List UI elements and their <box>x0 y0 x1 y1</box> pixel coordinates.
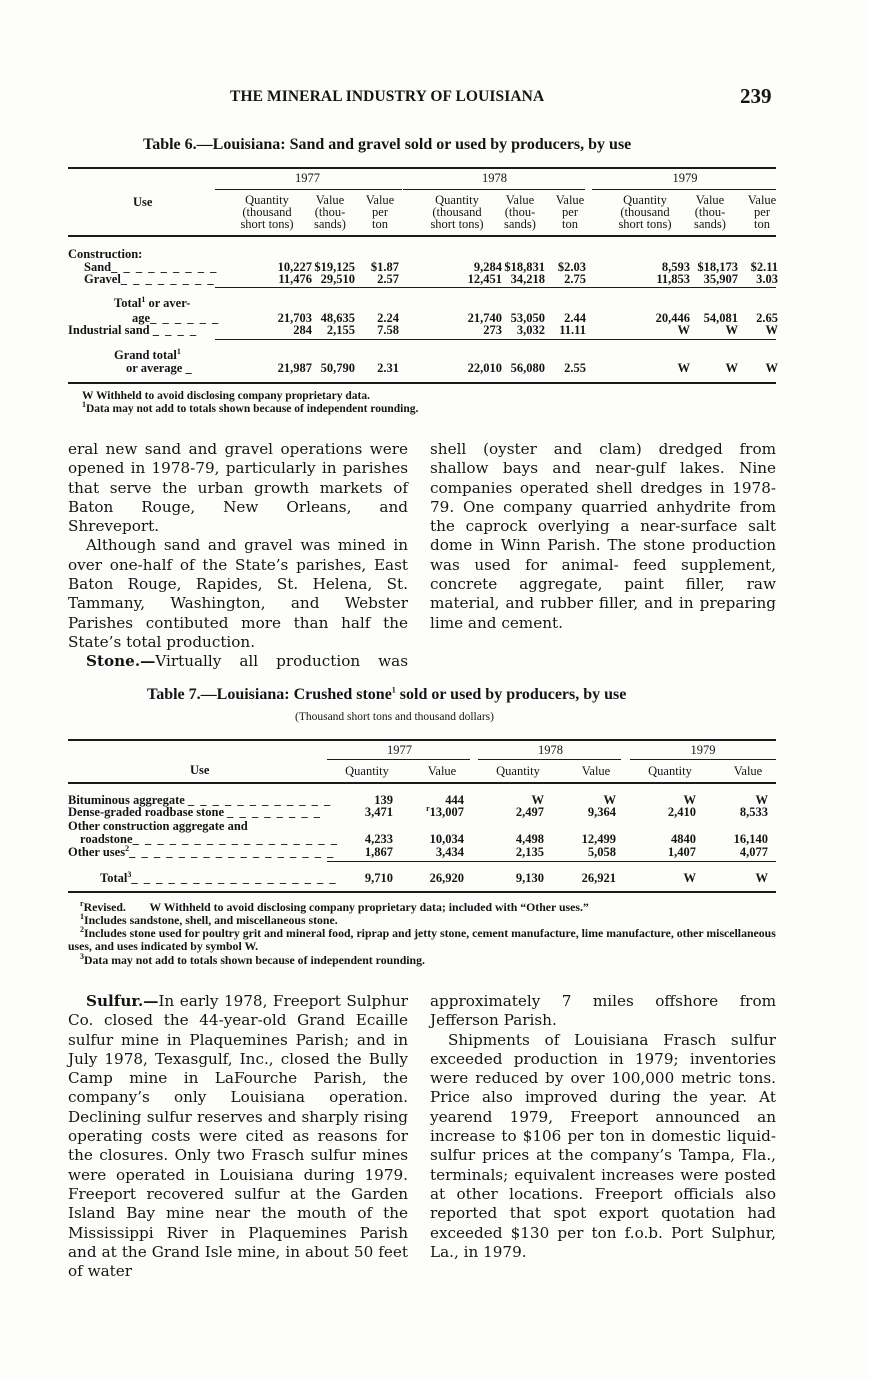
table7-footnote: $^r$Revised. W Withheld to avoid disclosing company proprietary data; included with “Other uses.” <box>80 899 589 914</box>
table6-year-1979: 1979 <box>672 171 698 185</box>
section-heading-stone: Stone.— <box>86 652 156 671</box>
col-header-value: Value (thou- sands) <box>694 193 726 231</box>
table7-footnote: $^1$Includes sandstone, shell, and miscellaneous stone. <box>80 912 338 927</box>
row-label: Grand total <box>114 348 177 362</box>
table6-footnote: W Withheld to avoid disclosing company proprietary data. <box>82 390 370 402</box>
table-cell: 2.57 <box>377 272 399 286</box>
table7-use-header: Use <box>190 763 210 777</box>
table7-year-1977: 1977 <box>387 743 412 757</box>
row-label: Bituminous aggregate <box>68 793 185 807</box>
table-cell: 2.65 <box>756 311 778 325</box>
leader-dots: _ <box>185 361 192 375</box>
table-cell: W <box>765 323 778 337</box>
table-cell: 7.58 <box>377 323 399 337</box>
row-label: Other uses <box>68 845 126 859</box>
table-cell: $18,831 <box>504 260 545 274</box>
table-cell: 1,407 <box>667 845 696 859</box>
table-cell: W <box>755 871 768 885</box>
table-cell: 2.75 <box>564 272 586 286</box>
row-label: Other construction aggregate and <box>68 819 248 833</box>
table-cell: 284 <box>293 323 312 337</box>
paragraph: Shipments of Louisiana Frasch sulfur exceeded production in 1979; inventories were reduced by over 100,000 metric tons. Price also improved during the year. At yearend 1979, Freeport announced an increase to $106 per ton in domestic liquid-sulfur prices at the company’s Tampa, Fla., terminals; equivalent increases were posted at other locations. Freeport officials also reported that spot export quotation had exceeded $130 per ton f.o.b. Port Sulphur, La., in 1979. <box>430 1030 776 1261</box>
table-cell: 2.31 <box>377 361 399 375</box>
table-cell: $19,125 <box>314 260 355 274</box>
subtotal-rule <box>327 861 776 862</box>
table7-footnote: $^2$Includes stone used for poultry grit and mineral food, riprap and jetty stone, cement manufacture, lime manufacture, other miscellaneous uses, and uses indicated by symbol W. <box>68 925 776 953</box>
table6: Use 1977 1978 1979 Quantity (thousand short tons) Value (thou- sands) Value per ton Quantity (thousand short tons) Value (thou- sands) Value per ton Quantity (thousand short tons) Value (thou- sands) Value per ton Construction: Sand_ _ _ _ _ _ _ _ _ 10,227 $19,125 $1.87 9,284 $18,831 $2.03 8,593 $18,173 $2.11 Gravel_ _ _ _ _ _ _ _ 11,476 29,510 2.57 12,451 34,218 2.75 11,853 35,907 3.03 Total$^1$ or aver- age_ _ _ _ _ _ 21,703 48,635 2.24 21,740 53,050 2.44 20,446 54,081 2.65 Industrial sand _ _ _ _ 284 2,155 7.58 273 3,032 11.11 W W W Grand total$^1$ or average _ 21,987 50,790 2.31 22,010 56,080 2.55 W W W W Withheld to avoid disclosing company proprietary data. $^1$Data may not add to totals shown because of independent rounding. <box>0 0 870 420</box>
year-rule <box>327 759 470 760</box>
revised-mark: r <box>426 803 430 813</box>
leader-dots: _ _ _ _ _ _ _ _ _ _ _ _ _ _ _ _ _ <box>132 832 339 846</box>
table-cell: 48,635 <box>320 311 355 325</box>
table-cell: 3,032 <box>516 323 545 337</box>
table7-footnote: $^3$Data may not add to totals shown because of independent rounding. <box>80 952 425 967</box>
col-header-quantity: Quantity (thousand short tons) <box>240 193 294 231</box>
table-cell: 29,510 <box>320 272 355 286</box>
page-number: 239 <box>740 84 772 108</box>
section-heading-sulfur: Sulfur.— <box>86 992 159 1010</box>
table-cell: 3,434 <box>435 845 464 859</box>
row-label: roadstone <box>80 832 133 846</box>
table-cell: 34,218 <box>510 272 545 286</box>
table-cell: 53,050 <box>510 311 545 325</box>
table-cell: 273 <box>483 323 502 337</box>
header-bottom-rule <box>68 782 776 784</box>
table-cell: 2.55 <box>564 361 586 375</box>
col-header-quantity: Quantity <box>648 764 692 778</box>
table-cell: 10,034 <box>429 832 464 846</box>
table-cell: 4,233 <box>364 832 393 846</box>
table-cell: 35,907 <box>703 272 738 286</box>
table-cell: 10,227 <box>277 260 312 274</box>
table-cell: 26,921 <box>581 871 616 885</box>
table6-title: Table 6.—Louisiana: Sand and gravel sold or used by producers, by use <box>143 136 632 153</box>
table-cell: 54,081 <box>703 311 738 325</box>
table-cell: 12,451 <box>467 272 502 286</box>
row-label: or average <box>126 361 183 375</box>
table-cell: 22,010 <box>467 361 502 375</box>
table-cell: W <box>755 793 768 807</box>
table-cell: 9,284 <box>473 260 502 274</box>
paragraph: eral new sand and gravel operations were opened in 1978-79, particularly in parishes that serve the urban growth markets of Baton Rouge, New Orleans, and Shreveport. <box>68 440 408 536</box>
leader-dots: _ _ _ _ _ _ _ _ _ <box>111 260 218 274</box>
leader-dots: _ _ _ _ _ _ _ _ <box>120 272 216 286</box>
table-cell: 11,853 <box>656 272 690 286</box>
table-cell: 11.11 <box>559 323 586 337</box>
table-cell: 26,920 <box>429 871 464 885</box>
running-title: THE MINERAL INDUSTRY OF LOUISIANA <box>230 88 545 105</box>
table-cell: 11,476 <box>278 272 312 286</box>
table-cell: W <box>603 793 616 807</box>
table-cell: W <box>677 361 690 375</box>
col-header-per-ton: Value per ton <box>747 193 777 231</box>
table6-year-1977: 1977 <box>295 171 320 185</box>
table-cell: W <box>683 871 696 885</box>
table-cell: 2,410 <box>667 805 696 819</box>
row-label: Industrial sand <box>68 323 150 337</box>
year-rule <box>630 759 776 760</box>
text-column-right-2 <box>430 992 776 1262</box>
paragraph: shell (oyster and clam) dredged from shallow bays and near-gulf lakes. Nine companies operated shell dredges in 1978-79. One company quarried anhydrite from the caprock overlying a near-surface salt dome in Winn Parish. The stone production was used for animal- feed supplement, concrete aggregate, paint filler, raw material, and rubber filler, and in preparing lime and cement. <box>430 440 776 632</box>
table-cell: W <box>683 793 696 807</box>
section-label-construction: Construction: <box>68 247 143 261</box>
row-label: Dense-graded roadbase stone <box>68 805 225 819</box>
paragraph: Stone.—Virtually all production was <box>86 652 408 671</box>
table-cell: 2,155 <box>326 323 355 337</box>
table-cell: 56,080 <box>510 361 545 375</box>
col-header-quantity: Quantity (thousand short tons) <box>430 193 484 231</box>
leader-dots: _ _ _ _ _ _ _ _ _ _ _ _ _ _ _ _ _ <box>131 871 338 885</box>
col-header-quantity: Quantity <box>496 764 540 778</box>
table6-use-header: Use <box>133 195 153 209</box>
table7-year-1978: 1978 <box>538 743 563 757</box>
table-cell: 16,140 <box>733 832 768 846</box>
col-header-quantity: Quantity <box>345 764 389 778</box>
leader-dots: _ _ _ _ _ _ <box>150 311 220 325</box>
table-cell: W <box>531 793 544 807</box>
table-cell: $18,173 <box>697 260 738 274</box>
table-cell: $2.03 <box>557 260 586 274</box>
table-cell: W <box>725 361 738 375</box>
table-cell: $2.11 <box>750 260 778 274</box>
leader-dots: _ _ _ _ _ _ _ _ <box>227 805 322 819</box>
leader-dots: _ _ _ _ <box>152 323 198 337</box>
table-cell: 2,135 <box>515 845 544 859</box>
table7-subtitle: (Thousand short tons and thousand dollars) <box>295 711 494 723</box>
table-cell: 50,790 <box>320 361 355 375</box>
text-column-left-2 <box>68 992 408 1281</box>
col-header-quantity: Quantity (thousand short tons) <box>618 193 672 231</box>
table-cell: 139 <box>374 793 393 807</box>
table6-year-1978: 1978 <box>482 171 507 185</box>
col-header-value: Value <box>733 764 763 778</box>
table-cell: 3.03 <box>756 272 778 286</box>
paragraph: approximately 7 miles offshore from Jefferson Parish. <box>430 992 776 1030</box>
table-cell: 9,364 <box>587 805 616 819</box>
row-label: Total <box>114 296 142 310</box>
table7-top-rule <box>68 739 776 741</box>
table-cell: 5,058 <box>587 845 616 859</box>
col-header-per-ton: Value per ton <box>555 193 585 231</box>
table7-year-1979: 1979 <box>690 743 716 757</box>
paragraph: Although sand and gravel was mined in over one-half of the State’s parishes, East Baton Rouge, Rapides, St. Helena, St. Tammany, Washington, and Webster Parishes contibuted more than half the State’s total production. <box>68 536 408 651</box>
table-cell: 4,498 <box>515 832 544 846</box>
col-header-value: Value <box>427 764 457 778</box>
table7: Use 1977 1978 1979 Quantity Value Quantity Value Quantity Value Bituminous aggregate _ _ _ _ _ _ _ _ _ _ _ _ 139 444 W W W W Dense-graded roadbase stone _ _ _ _ _ _ _ _ 3,471 $^r$13,007 2,497 9,364 2,410 8,533 Other construction aggregate and roadstone_ _ _ _ _ _ _ _ _ _ _ _ _ _ _ _ _ 4,233 10,034 4,498 12,499 4840 16,140 Other uses$^2$_ _ _ _ _ _ _ _ _ _ _ _ _ _ _ _ _ 1,867 3,434 2,135 5,058 1,407 4,077 Total$^3$_ _ _ _ _ _ _ _ _ _ _ _ _ _ _ _ _ 9,710 26,920 9,130 26,921 W W $^r$Revised. W Withheld to avoid disclosing company proprietary data; included with “Other uses.” $^1$Includes sandstone, shell, and miscellaneous stone. $^2$Includes stone used for poultry grit and mineral food, riprap and jetty stone, cement manufacture, lime manufacture, other miscellaneous uses, and uses indicated by symbol W. $^3$Data may not add to totals shown because of independent rounding. <box>0 0 870 980</box>
table-cell: 2.44 <box>564 311 586 325</box>
table-cell: 444 <box>445 793 464 807</box>
row-label: Gravel <box>84 272 121 286</box>
table-cell: 20,446 <box>655 311 690 325</box>
table-cell: 12,499 <box>581 832 616 846</box>
col-header-value: Value (thou- sands) <box>314 193 346 231</box>
table-cell: W <box>765 361 778 375</box>
table-cell: 4,077 <box>739 845 768 859</box>
leader-dots: _ _ _ _ _ _ _ _ _ _ _ _ <box>187 793 332 807</box>
leader-dots: _ _ _ _ _ _ _ _ _ _ _ _ _ _ _ _ _ <box>129 845 335 859</box>
table-cell: $^r$13,007 <box>426 803 464 819</box>
table-cell: W <box>677 323 690 337</box>
table-cell: 4840 <box>671 832 696 846</box>
table-cell: $1.87 <box>370 260 399 274</box>
table7-title: Table 7.—Louisiana: Crushed stone$^1$ sold or used by producers, by use <box>147 685 627 703</box>
table-cell: 1,867 <box>364 845 393 859</box>
row-label: Total <box>100 871 128 885</box>
row-label: age <box>132 311 151 325</box>
table-cell: 8,533 <box>739 805 768 819</box>
col-header-per-ton: Value per ton <box>365 193 395 231</box>
col-header-value: Value (thou- sands) <box>504 193 536 231</box>
table-cell: W <box>725 323 738 337</box>
row-label: Sand <box>84 260 112 274</box>
year-rule <box>478 759 621 760</box>
paragraph: Sulfur.—In early 1978, Freeport Sulphur Co. closed the 44-year-old Grand Ecaille sulfur mine in Plaquemines Parish; and in July 1978, Texasgulf, Inc., closed the Bully Camp mine in LaFourche Parish, the company’s only Louisiana operation. Declining sulfur reserves and sharply rising operating costs were cited as reasons for the closures. Only two Frasch sulfur mines were operated in Louisiana during 1979. Freeport recovered sulfur at the Garden Island Bay mine near the mouth of the Mississippi River in Plaquemines Parish and at the Grand Isle mine, in about 50 feet of water <box>68 992 408 1281</box>
table-cell: 8,593 <box>661 260 690 274</box>
table-cell: 21,740 <box>467 311 502 325</box>
table-cell: 21,703 <box>277 311 312 325</box>
table-cell: 3,471 <box>364 805 393 819</box>
col-header-value: Value <box>581 764 611 778</box>
table-cell: 9,710 <box>364 871 393 885</box>
table-cell: 21,987 <box>277 361 312 375</box>
table6-footnote: $^1$Data may not add to totals shown because of independent rounding. <box>82 400 419 415</box>
table7-bottom-rule <box>68 891 776 893</box>
table-cell: 2,497 <box>515 805 544 819</box>
table-cell: 2.24 <box>377 311 399 325</box>
table-cell: 9,130 <box>515 871 544 885</box>
